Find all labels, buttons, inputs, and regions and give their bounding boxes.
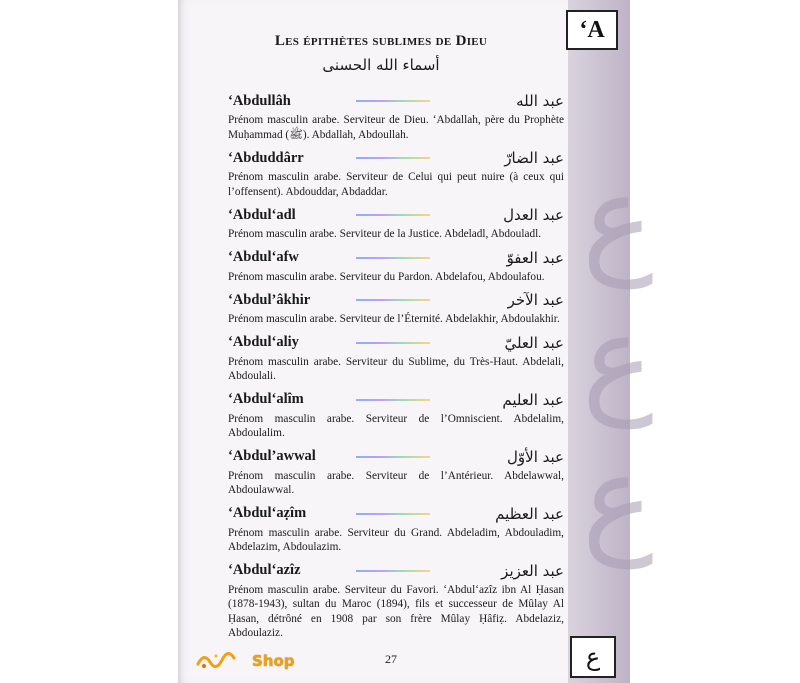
- page-subtitle-arabic: أسماء الله الحسنى: [322, 56, 440, 74]
- entry-name: ‘Abdul‘azîz: [228, 562, 301, 578]
- entry-description: Prénom masculin arabe. Serviteur du Favori. ‘Abdul‘azîz ibn Al Ḥasan (1878-1943), sultan du Maroc (1894), fils et successeur de Mûlay Al Ḥasan, détrôné en 1908 par son frère Mûlay Ḥâfiẓ. Abdelaziz, Abdoulaziz.: [228, 583, 564, 639]
- entry-arabic: عبد العفوّ: [506, 248, 564, 267]
- page-title: Les épithètes sublimes de Dieu: [274, 33, 488, 49]
- entry-description: Prénom masculin arabe. Serviteur de Dieu. ‘Abdallah, père du Prophète Muḥammad (ﷺ). Abdallah, Abdoullah.: [228, 114, 564, 141]
- swirl-logo-icon: [196, 650, 258, 672]
- name-entry: [228, 289, 564, 327]
- entry-arabic: عبد الضارّ: [504, 149, 564, 167]
- logo-text: Shop: [252, 652, 295, 670]
- entry-description: Prénom masculin arabe. Serviteur du Grand. Abdeladim, Abdouladim, Abdelazim, Abdoulazim.: [228, 526, 564, 553]
- shop-logo: [196, 650, 295, 672]
- entry-name: ‘Abdul’awwal: [228, 448, 316, 464]
- entry-arabic: عبد العليم: [502, 390, 564, 409]
- entry-name: ‘Abdul‘afw: [228, 249, 299, 265]
- sidebar-calligraphy-decoration: ع ع ع: [582, 150, 654, 569]
- entry-description: Prénom masculin arabe. Serviteur de l’Omniscient. Abdelalim, Abdoulalim.: [228, 412, 564, 439]
- entry-arabic: عبد العزيز: [501, 561, 564, 580]
- letter-tab-top: ‘A: [566, 10, 618, 50]
- entry-name: ‘Abdul‘aliy: [228, 334, 299, 350]
- name-entry: [228, 204, 564, 242]
- name-entry: [228, 247, 564, 285]
- page-number: 27: [385, 652, 397, 666]
- entry-description: Prénom masculin arabe. Serviteur de l’Éternité. Abdelakhir, Abdoulakhir.: [228, 313, 560, 325]
- entry-arabic: عبد العظيم: [495, 504, 564, 523]
- name-entry: [228, 389, 564, 441]
- entry-arabic: عبد الآخر: [507, 291, 564, 309]
- entry-arabic: عبد الأوّل: [507, 447, 564, 466]
- entry-name: ‘Abdul‘alîm: [228, 391, 304, 407]
- name-entry: [228, 90, 564, 142]
- name-entry: [228, 503, 564, 555]
- entry-description: Prénom masculin arabe. Serviteur du Pardon. Abdelafou, Abdoulafou.: [228, 270, 545, 283]
- name-entry: [228, 560, 564, 641]
- entry-name: ‘Abduddârr: [228, 149, 304, 166]
- name-entries-list: [228, 90, 564, 646]
- entry-description: Prénom masculin arabe. Serviteur du Sublime, du Très-Haut. Abdelali, Abdoulali.: [228, 355, 564, 382]
- name-entry: [228, 446, 564, 498]
- entry-name: ‘Abdullâh: [228, 92, 291, 109]
- entry-arabic: عبد العدل: [503, 206, 564, 224]
- entry-arabic: عبد الله: [516, 92, 564, 110]
- name-entry: [228, 147, 564, 199]
- page-header: [195, 33, 567, 74]
- entry-name: ‘Abdul‘aẓîm: [228, 505, 307, 521]
- entry-name: ‘Abdul’âkhir: [228, 291, 311, 308]
- entry-description: Prénom masculin arabe. Serviteur de la Justice. Abdeladl, Abdouladl.: [228, 228, 542, 240]
- entry-description: Prénom masculin arabe. Serviteur de Celui qui peut nuire (à ceux qui l’offensent). Abdouddar, Abdaddar.: [228, 171, 564, 198]
- letter-tab-bottom: ع: [570, 636, 616, 678]
- name-entry: [228, 332, 564, 384]
- entry-arabic: عبد العليّ: [504, 333, 564, 352]
- entry-name: ‘Abdul‘adl: [228, 206, 296, 223]
- entry-description: Prénom masculin arabe. Serviteur de l’Antérieur. Abdelawwal, Abdoulawwal.: [228, 469, 564, 496]
